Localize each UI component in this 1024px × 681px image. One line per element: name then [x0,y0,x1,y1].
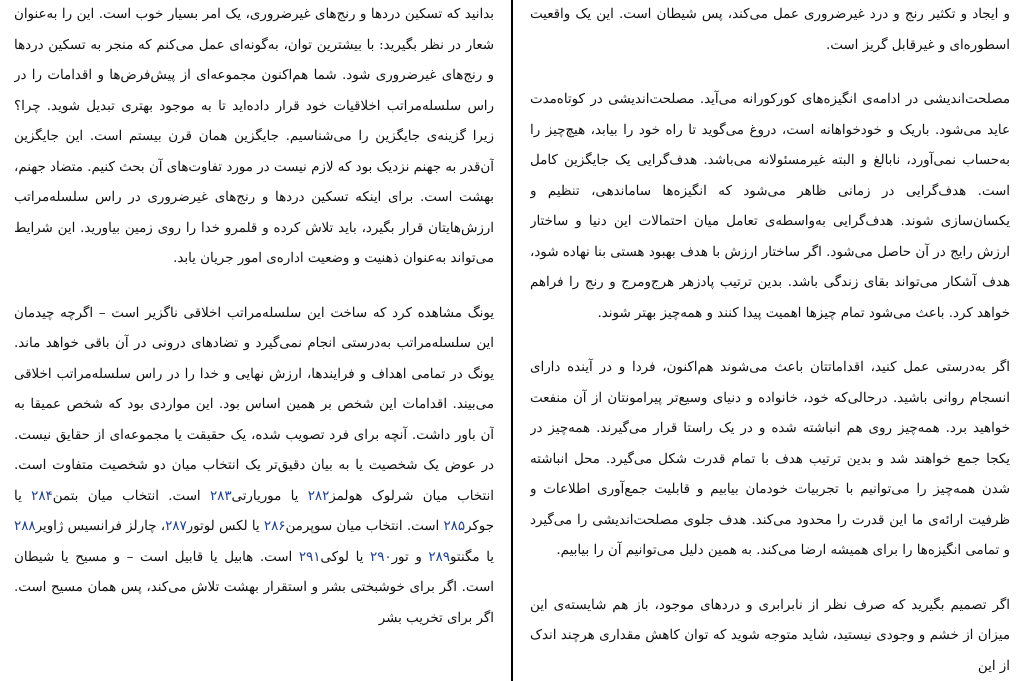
footnote-ref-287[interactable]: ۲۸۷ [165,519,187,534]
paragraph-text: است. انتخاب میان سوپرمن [285,519,444,534]
paragraph-text: یا موریارتی [231,488,308,504]
footnote-ref-282[interactable]: ۲۸۲ [307,488,330,504]
right-paragraph-3: اگر به‌درستی عمل کنید، اقداماتتان باعث می‌شوند هم‌اکنون، فردا و در آینده دارای انسجام روانی باشید. درحالی‌که خود، خانواده و دنیای وسیع‌تر پیرامونتان از آن منفعت خواهید برد. همه‌چیز روی هم انباشته شده و در یک راستا قرار می‌گیرند. همه‌چیز در یکجا جمع خواهند شد و بدین ترتیب هدف با تمام قدرت شکل می‌گیرد. محل انباشته شدن همه‌چیز را می‌توانیم با تجربیات خودمان بیابیم و قابلیت جمع‌آوری اطلاعات و ظرفیت ارائه‌ی ما این قدرت را محدود می‌کند. هدف جلوی مصلحت‌اندیشی را می‌گیرد و تمامی انگیزه‌ها را برای همیشه ارضا می‌کند. به همین دلیل می‌توانیم آن را بیابیم. [530,360,1010,558]
paragraph-text: یا جوکر [14,488,494,534]
paragraph-text: یونگ مشاهده کرد که ساخت این سلسله‌مراتب اخلاقی ناگزیر است – اگرچه چیدمان این سلسله‌مراتب به‌درستی انجام نمی‌گیرد و تضادهای درونی در آن باقی خواهد ماند. یونگ در تمامی اهداف و فرایندها، ارزش نهایی و خدا را در راس سلسله‌مراتب اخلاقی می‌بیند. اقدامات این شخص بر همین اساس بود. این مواردی بود که شخص عمیقا به آن باور داشت. آنچه برای فرد تصویب شده، یک حقیقت یا مجموعه‌ای از حقایق نیست. در عوض یک شخصیت یا به بیان دقیق‌تر یک انتخاب میان دو شخصیت متفاوت است. انتخاب میان شرلوک هولمز [14,305,494,504]
footnote-ref-288[interactable]: ۲۸۸ [14,519,36,534]
left-paragraph-1: بدانید که تسکین دردها و رنج‌های غیرضروری، یک امر بسیار خوب است. این را به‌عنوان شعار در نظر بگیرید: با بیشترین توان، به‌گونه‌ای عمل می‌کنم که منجر به تسکین دردها و رنج‌های غیرضروری شود. شما هم‌اکنون مجموعه‌ای از پیش‌فرض‌ها و اقدامات را در راس سلسله‌مراتب اخلاقیات خود قرار داده‌اید تا به موجود بهتری تبدیل شوید. چرا؟ زیرا گزینه‌ی جایگزین را می‌شناسیم. جایگزین همان قرن بیستم است. این جایگزین آن‌قدر به جهنم نزدیک بود که لازم نیست در مورد تفاوت‌های آن بحث کنیم. متضاد جهنم، بهشت است. برای اینکه تسکین دردها و رنج‌های غیرضروری در راس سلسله‌مراتب ارزش‌هایتان قرار بگیرد، باید تلاش کرده و قلمرو خدا را روی زمین بیاورید. این شرایط می‌تواند به‌عنوان ذهنیت و وضعیت اداره‌ی امور جریان یابد. [14,7,494,266]
paragraph-text: و تور [391,549,429,565]
footnote-ref-290[interactable]: ۲۹۰ [370,549,392,565]
footnote-ref-285[interactable]: ۲۸۵ [443,519,466,534]
paragraph-text: یا مگنتو [450,549,494,565]
paragraph-text: یا لوکی [320,549,371,565]
footnote-ref-289[interactable]: ۲۸۹ [428,549,450,565]
left-paragraph-2 [14,299,494,635]
right-paragraph-4: اگر تصمیم بگیرید که صرف نظر از نابرابری و دردهای موجود، باز هم شایسته‌ی این میزان از خشم و وجودی نیستید، شاید متوجه شوید که توان کاهش مقداری هرچند اندک از این [530,597,1010,674]
right-paragraph-2: مصلحت‌اندیشی در ادامه‌ی انگیزه‌های کورکورانه می‌آید. مصلحت‌اندیشی در کوتاه‌مدت عاید می‌شود. باریک و خودخواهانه است، دروغ می‌گوید تا راه خود را بیابد، هیچ‌چیز را به‌حساب نمی‌آورد، نابالغ و البته غیرمسئولانه می‌باشد. هدف‌گرایی یک جایگزین کامل است. هدف‌گرایی در زمانی ظاهر می‌شود که انگیزه‌ها ساماندهی، تنظیم و یکسان‌سازی شوند. هدف‌گرایی به‌واسطه‌ی تعامل میان احتمالات این دنیا و ساختار ارزش رایج در آن حاصل می‌شود. اگر ساختار ارزش با هدف بهبود هستی بنا نهاده شود، هدف آشکار می‌تواند بقای زندگی باشد. بدین ترتیب پادزهر هرج‌ومرج و رنج را فراهم خواهد کرد. باعث می‌شود تمام چیزها اهمیت پیدا کنند و همه‌چیز بهتر شوند. [530,92,1010,321]
footnote-ref-283[interactable]: ۲۸۳ [209,488,232,504]
left-page [14,0,494,681]
paragraph-text: است. هابیل یا قابیل است – و مسیح یا شیطان است. اگر برای خوشبختی بشر و استقرار بهشت تلاش می‌کند، پس همان مسیح است. اگر برای تخریب بشر [14,549,494,626]
paragraph-text: است. انتخاب میان بتمن [52,488,210,504]
right-paragraph-1: و ایجاد و تکثیر رنج و درد غیرضروری عمل می‌کند، پس شیطان است. این یک واقعیت اسطوره‌ای و غیرقابل گریز است. [530,7,1010,53]
page-gutter-divider [511,0,513,681]
right-page [530,0,1010,681]
paragraph-text: ، چارلز فرانسیس ژاویر [35,519,166,534]
footnote-ref-291[interactable]: ۲۹۱ [298,549,321,565]
paragraph-text: یا لکس لوتور [186,519,264,534]
footnote-ref-286[interactable]: ۲۸۶ [263,519,286,534]
footnote-ref-284[interactable]: ۲۸۴ [31,488,53,504]
